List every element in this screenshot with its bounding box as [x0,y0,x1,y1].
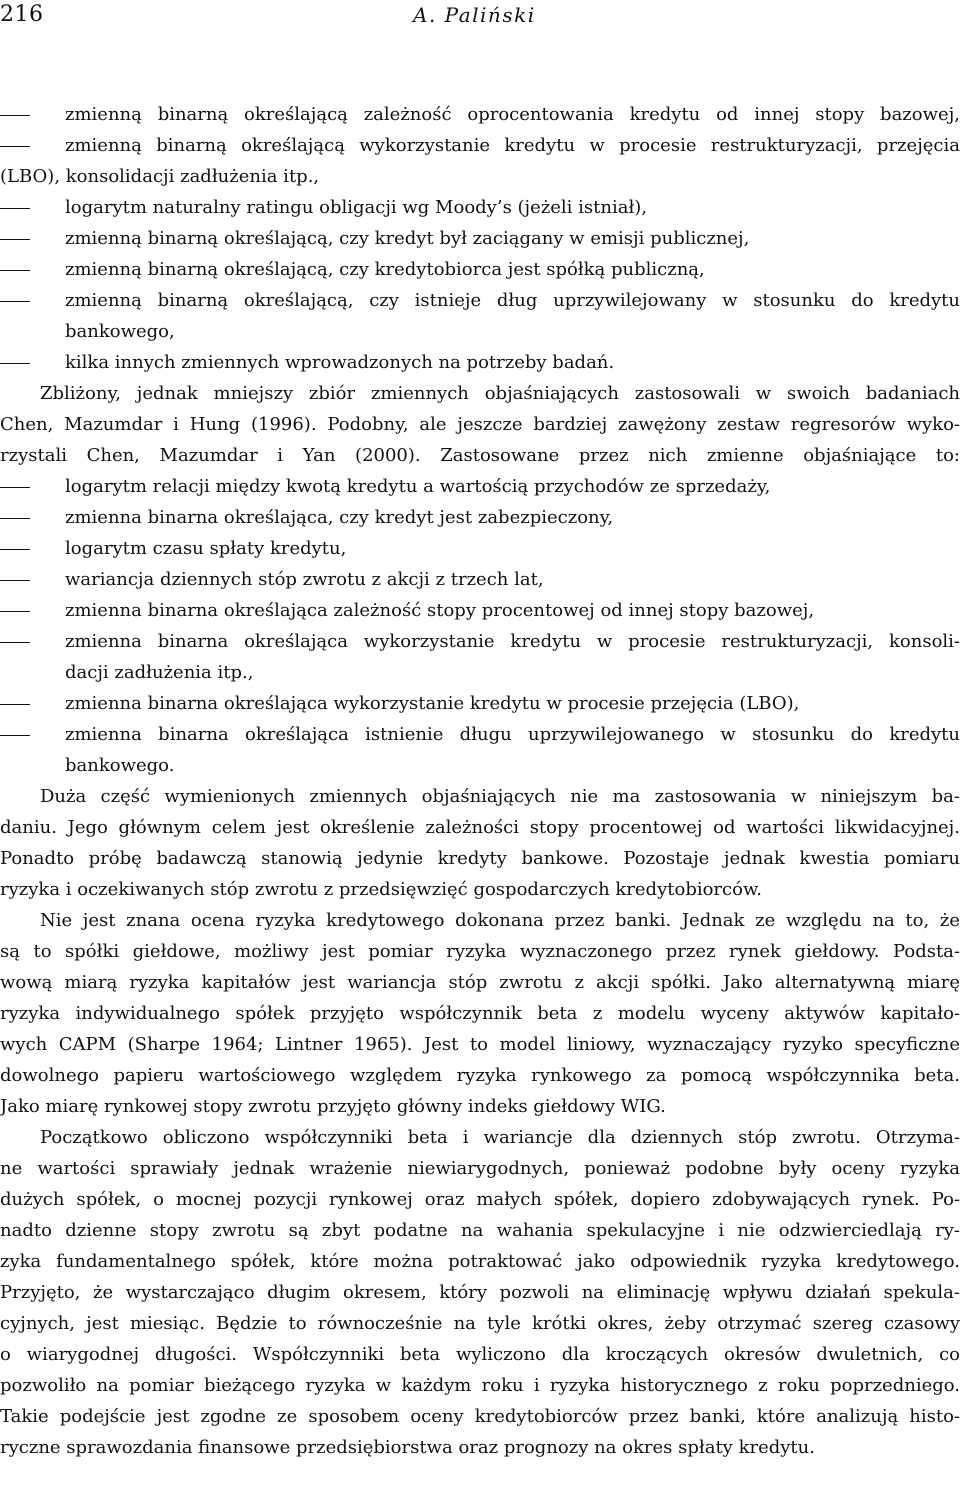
line-text: wariancja dziennych stóp zwrotu z akcji z trzech lat, [65,569,544,590]
paragraph-line [0,1339,960,1370]
paragraph-line [0,1091,960,1122]
paragraph-first-line [0,378,960,409]
line-text: Takie podejście jest zgodne ze sposobem oceny kredytobiorców przez banki, które analizują histo- [0,1406,960,1427]
list-item-continuation [0,316,960,347]
paragraph-line [0,967,960,998]
list-item [0,626,960,657]
paragraph-line [0,1401,960,1432]
line-text: zmienna binarna określająca wykorzystanie kredytu w procesie restrukturyzacji, konsoli- [65,631,960,652]
line-text: bankowego. [65,755,175,776]
line-text: Ponadto próbę badawczą stanowią jedynie kredyty bankowe. Pozostaje jednak kwestia pomiaru [0,848,960,869]
list-item [0,130,960,161]
paragraph-line [0,1153,960,1184]
paragraph-first-line [0,781,960,812]
paragraph-line [0,1277,960,1308]
list-item [0,564,960,595]
paragraph-line [0,936,960,967]
running-head-author: A. Paliński [413,3,536,27]
line-text: logarytm naturalny ratingu obligacji wg Moody’s (jeżeli istniał), [65,197,648,218]
paragraph-line [0,1184,960,1215]
line-text: zmienna binarna określająca zależność stopy procentowej od innej stopy bazowej, [65,600,815,621]
list-item [0,285,960,316]
body-text [0,99,960,1463]
line-text: zyka fundamentalnego spółek, które można potraktować jako odpowiednik ryzyka kredytowego. [0,1251,960,1272]
paragraph-first-line [0,905,960,936]
paragraph-line [0,812,960,843]
list-item [0,688,960,719]
line-text: pozwoliło na pomiar bieżącego ryzyka w każdym roku i ryzyka historycznego z roku poprzedniego. [0,1375,960,1396]
paragraph-line [0,1215,960,1246]
line-text: ne wartości sprawiały jednak wrażenie niewiarygodnych, ponieważ podobne były oceny ryzyka [0,1158,960,1179]
paragraph-line [0,874,960,905]
line-text: Początkowo obliczono współczynniki beta i wariancje dla dziennych stóp zwrotu. Otrzyma- [40,1127,960,1148]
line-text: Zbliżony, jednak mniejszy zbiór zmiennych objaśniających zastosowali w swoich badaniach [40,383,960,404]
paragraph-line [0,1060,960,1091]
line-text: zmienną binarną określającą, czy kredyt był zaciągany w emisji publicznej, [65,228,750,249]
list-item [0,254,960,285]
line-text: Duża część wymienionych zmiennych objaśniających nie ma zastosowania w niniejszym ba- [40,786,960,807]
line-text: ryzyka i oczekiwanych stóp zwrotu z przedsięwzięć gospodarczych kredytobiorców. [0,879,762,900]
line-text: daniu. Jego głównym celem jest określenie zależności stopy procentowej od wartości likwidacyjnej. [0,817,960,838]
line-text: są to spółki giełdowe, możliwy jest pomiar ryzyka wyznaczonego przez rynek giełdowy. Podsta- [0,941,960,962]
paragraph-line [0,998,960,1029]
paragraph-line [0,843,960,874]
page-header [0,0,960,40]
line-text: zmienną binarną określającą zależność oprocentowania kredytu od innej stopy bazowej, [65,104,960,125]
line-text: (LBO), konsolidacji zadłużenia itp., [0,166,320,187]
line-text: Jako miarę rynkowej stopy zwrotu przyjęto główny indeks giełdowy WIG. [0,1096,666,1117]
line-text: kilka innych zmiennych wprowadzonych na potrzeby badań. [65,352,615,373]
line-text: Nie jest znana ocena ryzyka kredytowego dokonana przez banki. Jednak ze względu na to, że [40,910,960,931]
paragraph-first-line [0,1122,960,1153]
paragraph-line [0,1246,960,1277]
line-text: wową miarą ryzyka kapitałów jest wariancja stóp zwrotu z akcji spółki. Jako alternatywną miarę [0,972,960,993]
line-text: Chen, Mazumdar i Hung (1996). Podobny, ale jeszcze bardziej zawężony zestaw regresorów wyko- [0,414,960,435]
line-text: zmienną binarną określającą, czy kredytobiorca jest spółką publiczną, [65,259,705,280]
list-item [0,595,960,626]
list-item [0,502,960,533]
list-item-continuation [0,161,960,192]
list-item [0,223,960,254]
line-text: zmienna binarna określająca wykorzystanie kredytu w procesie przejęcia (LBO), [65,693,800,714]
line-text: logarytm czasu spłaty kredytu, [65,538,347,559]
line-text: logarytm relacji między kwotą kredytu a wartością przychodów ze sprzedaży, [65,476,771,497]
line-text: bankowego, [65,321,175,342]
line-text: zmienną binarną określającą wykorzystanie kredytu w procesie restrukturyzacji, przejęcia [65,135,960,156]
line-text: ryzyka indywidualnego spółek przyjęto współczynnik beta z modelu wyceny aktywów kapitało- [0,1003,960,1024]
page-number: 216 [0,2,44,27]
list-item [0,719,960,750]
list-item [0,471,960,502]
list-item [0,533,960,564]
list-item [0,192,960,223]
paragraph-line [0,1432,960,1463]
line-text: rzystali Chen, Mazumdar i Yan (2000). Zastosowane przez nich zmienne objaśniające to: [0,445,960,466]
list-item [0,99,960,130]
paragraph-line [0,1370,960,1401]
line-text: dacji zadłużenia itp., [65,662,254,683]
line-text: zmienna binarna określająca, czy kredyt jest zabezpieczony, [65,507,614,528]
paragraph-line [0,1029,960,1060]
line-text: dowolnego papieru wartościowego względem ryzyka rynkowego za pomocą współczynnika beta. [0,1065,960,1086]
line-text: zmienną binarną określającą, czy istnieje dług uprzywilejowany w stosunku do kredytu [65,290,960,311]
line-text: dużych spółek, o mocnej pozycji rynkowej oraz małych spółek, dopiero zdobywających rynek. Po- [0,1189,960,1210]
paragraph-line [0,440,960,471]
line-text: wych CAPM (Sharpe 1964; Lintner 1965). Jest to model liniowy, wyznaczający ryzyko specyficzne [0,1034,960,1055]
list-item [0,347,960,378]
paragraph-line [0,409,960,440]
line-text: cyjnych, jest miesiąc. Będzie to równocześnie na tyle krótki okres, żeby otrzymać szereg czasowy [0,1313,960,1334]
line-text: o wiarygodnej długości. Współczynniki beta wyliczono dla kroczących okresów dwuletnich, co [0,1344,960,1365]
paragraph-line [0,1308,960,1339]
line-text: zmienna binarna określająca istnienie długu uprzywilejowanego w stosunku do kredytu [65,724,960,745]
line-text: ryczne sprawozdania finansowe przedsiębiorstwa oraz prognozy na okres spłaty kredytu. [0,1437,815,1458]
list-item-continuation [0,750,960,781]
line-text: nadto dzienne stopy zwrotu są zbyt podatne na wahania spekulacyjne i nie odzwierciedlają ry- [0,1220,960,1241]
line-text: Przyjęto, że wystarczająco długim okresem, który pozwoli na eliminację wpływu działań spekula- [0,1282,960,1303]
list-item-continuation [0,657,960,688]
